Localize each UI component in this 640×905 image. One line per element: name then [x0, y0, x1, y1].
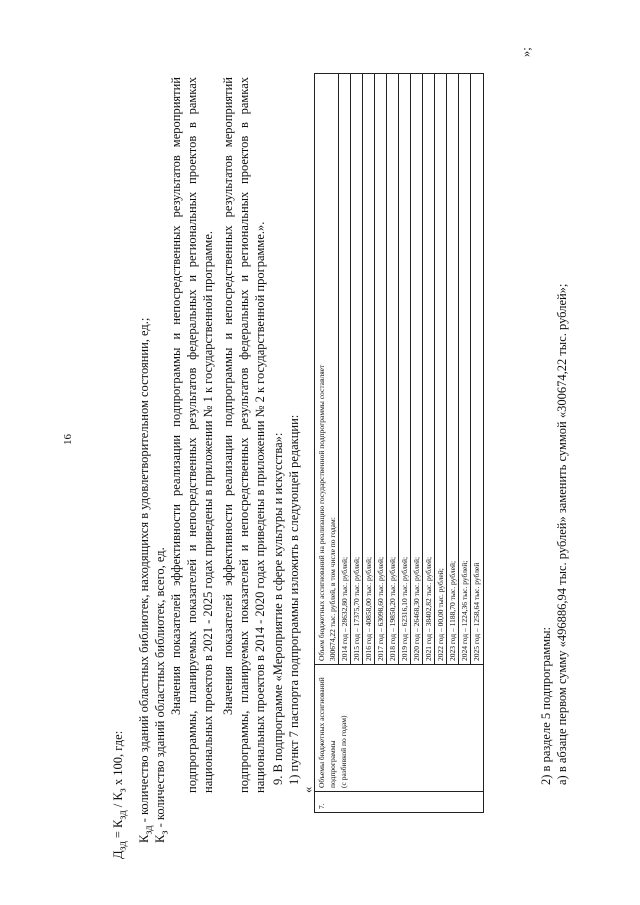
paragraph-2021-2025-line-1: Значения показателей эффективности реализации подпрограммы и непосредственных результатов мероприятий — [169, 77, 183, 715]
alloc-year: 2015 год – 17375,70 тыс. рублей; — [351, 74, 363, 664]
label-line-2: (с разбивкой по годам) — [339, 715, 348, 788]
quote-close: »; — [519, 47, 533, 57]
alloc-year: 2023 год – 1188,70 тыс. рублей; — [447, 74, 459, 664]
definition-kz: $К_з$ - количество зданий областных библиотек, всего, ед. — [153, 547, 171, 843]
alloc-year: 2022 год – 00,00 тыс. рублей; — [435, 74, 447, 664]
item-2a-text: а) в абзаце первом сумму «496886,94 тыс. рублей» заменить суммой «300674,22 тыс. рублей»; — [555, 283, 569, 785]
passport-table — [314, 73, 484, 813]
alloc-year: 2016 год – 40858,00 тыс. рублей; — [363, 74, 375, 664]
alloc-year: 2020 год – 26468,30 тыс. рублей; — [411, 74, 423, 664]
alloc-header-2: 300674,22 тыс. рублей, в том числе по годам: — [327, 74, 339, 664]
alloc-year: 2021 год – 38402,82 тыс. рублей; — [423, 74, 435, 664]
allocation-cell — [315, 74, 484, 665]
alloc-year: 2019 год – 62316,10 тыс. рублей; — [399, 74, 411, 664]
paragraph-2014-2020-line-2: подпрограммы, планируемых показателей и непосредственных результатов федеральных и региональных проектов в рамках — [237, 77, 251, 793]
paragraph-2014-2020-line-1: Значения показателей эффективности реализации подпрограммы и непосредственных результатов мероприятий — [221, 77, 235, 715]
alloc-header-1: Объем бюджетных ассигнований на реализацию государственной подпрограммы составляет — [317, 364, 326, 661]
row-number: 7. — [315, 792, 484, 813]
label-line-1: Объемы бюджетных ассигнований подпрограммы — [317, 677, 337, 788]
item-2-heading: 2) в разделе 5 подпрограммы: — [539, 626, 553, 785]
alloc-year: 2018 год – 19850,20 тыс. рублей; — [387, 74, 399, 664]
alloc-year: 2024 год – 1224,36 тыс. рублей; — [459, 74, 471, 664]
paragraph-2014-2020-line-3: национальных проектов в 2014 - 2020 годах приведены в приложении № 2 к государственной программе.». — [253, 221, 267, 793]
definition-kzd: $К_{зд}$ - количество зданий областных библиотек, находящихся в удовлетворительном состоянии, ед.; — [137, 317, 155, 843]
alloc-year: 2014 год – 28632,80 тыс. рублей; — [339, 74, 351, 664]
alloc-year: 2025 год – 1258,64 тыс. рублей — [472, 562, 481, 661]
item-9-heading: 9. В подпрограмме «Мероприятие в сфере культуры и искусства»: — [271, 432, 285, 785]
table-label-cell — [315, 665, 484, 792]
alloc-year: 2017 год – 63098,60 тыс. рублей; — [375, 74, 387, 664]
paragraph-2021-2025-line-2: подпрограммы, планируемых показателей и непосредственных результатов федеральных и региональных проектов в рамках — [185, 77, 199, 793]
quote-open: « — [301, 786, 315, 793]
item-9-1-text: 1) пункт 7 паспорта подпрограммы изложить в следующей редакции: — [287, 414, 301, 785]
paragraph-2021-2025-line-3: национальных проектов в 2021 - 2025 годах приведены в приложении № 1 к государственной программе. — [201, 231, 215, 793]
formula-line: $Д_{зд} = К_{зд} / К_з$ х 100, где: — [111, 730, 129, 859]
page-number: 16 — [62, 434, 74, 445]
